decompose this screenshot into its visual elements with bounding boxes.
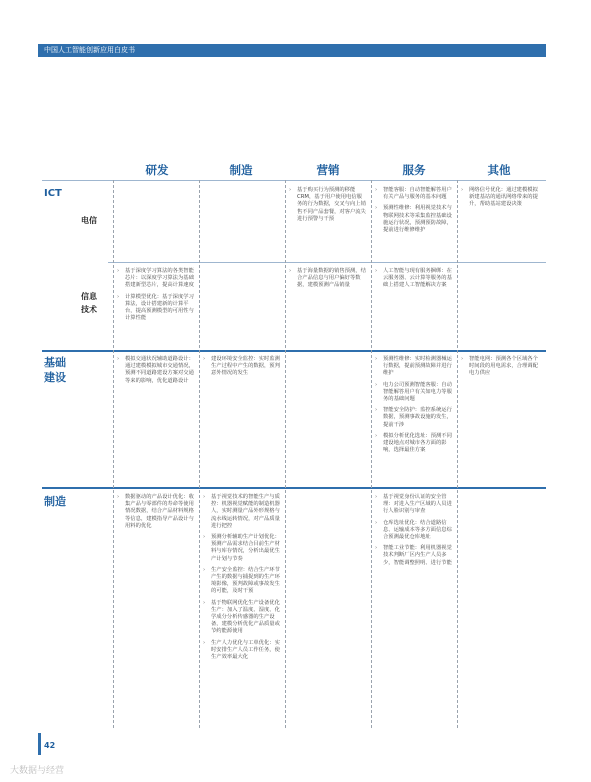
cell-item <box>375 545 453 567</box>
bullet-arrow-icon: › <box>375 187 378 193</box>
col-header-marketing: 营销 <box>316 163 340 177</box>
cell-item <box>289 187 367 223</box>
cell-item <box>375 433 453 455</box>
bullet-arrow-icon: › <box>117 293 120 300</box>
bullet-arrow-icon: › <box>375 268 378 274</box>
bullet-arrow-icon: › <box>375 545 378 552</box>
cell-item <box>375 407 453 429</box>
cell-item-text: 人工智能与现有服务捆绑：在云服务器、云计算等服务的基础上搭建人工智能解决方案 <box>383 268 452 289</box>
cell-it-marketing <box>289 268 367 294</box>
bullet-arrow-icon: › <box>203 639 206 646</box>
col-header-rd: 研发 <box>145 163 169 177</box>
bullet-arrow-icon: › <box>289 268 292 274</box>
cell-item <box>203 600 281 636</box>
cell-item <box>203 356 281 378</box>
cell-item-text: 基于深度学习算法的各类智能芯片：以深度学习算法为基础搭建新型芯片，提高计算速度 <box>125 268 194 289</box>
bullet-arrow-icon: › <box>203 566 206 573</box>
section-divider <box>42 350 546 352</box>
subsection-telecom: 电信 <box>81 216 97 225</box>
header-bar <box>38 44 546 57</box>
cell-item-text: 模拟交通状况辅助道路设计：通过建模模拟城市交通情况，预测不同道路建设方案对交通等来的影响，优化道路设计 <box>125 356 194 384</box>
cell-item-text: 电力公司预测智能客服：自动智能解答用户有关如电力等服务的基础问题 <box>383 381 452 403</box>
cell-manufacturing-rd <box>117 494 195 534</box>
bullet-arrow-icon: › <box>289 187 292 193</box>
bullet-arrow-icon: › <box>203 534 206 541</box>
section-infrastructure: 基础 建设 <box>44 356 66 384</box>
cell-item-text: 基于视觉技术的智能生产与质控：机器视觉赋能的制造机器人，实时测量产品外形规格与流水线运转情况，对产品质量进行把控 <box>211 494 280 529</box>
cell-item-text: 仓库选址优化：结合道路信息、运输成本等多方面信息综合预测最优仓库地址 <box>383 519 452 541</box>
cell-infra-rd <box>117 356 195 389</box>
cell-manufacturing-service <box>375 494 453 571</box>
cell-item-text: 建设环境安全监控：实时监测生产过程中产生的数据，预判意外情况的发生 <box>211 356 280 377</box>
cell-item <box>117 268 195 290</box>
column-divider <box>371 180 372 728</box>
section-ict: ICT <box>44 188 62 199</box>
bullet-arrow-icon: › <box>375 494 378 500</box>
page-marker <box>38 733 41 755</box>
cell-item <box>203 494 281 530</box>
cell-item <box>203 640 281 662</box>
cell-item <box>375 382 453 404</box>
cell-item-text: 基于视觉身份认证的安全管理：对进入生产区域的人员进行人脸识别与审查 <box>383 494 452 515</box>
page-number: 42 <box>44 741 56 750</box>
column-divider <box>199 180 200 728</box>
col-header-other: 其他 <box>487 163 511 177</box>
bullet-arrow-icon: › <box>117 268 120 274</box>
cell-item <box>375 205 453 234</box>
cell-item <box>289 268 367 290</box>
bullet-arrow-icon: › <box>203 356 206 362</box>
cell-item-text: 计算模型优化：基于深度学习算法，设计搭建新的计算平台，提高预测模型的可用性与计算性能 <box>125 293 194 322</box>
cell-item-text: 生产人力优化与工单优化：实时安排生产人员工作任务，使生产效率最大化 <box>211 639 280 661</box>
cell-item <box>461 187 541 209</box>
bullet-arrow-icon: › <box>375 205 378 212</box>
subsection-it: 信息 技术 <box>81 292 97 314</box>
header-rule <box>42 180 546 181</box>
bullet-arrow-icon: › <box>461 356 464 362</box>
cell-item-text: 预测性维修：利用视觉技术与物联网技术等采集监控基础设施运行状况，预测预防故障，提前进行维修维护 <box>383 205 452 234</box>
cell-telecom-marketing <box>289 187 367 227</box>
bullet-arrow-icon: › <box>461 187 464 193</box>
cell-item-text: 智能客服：自动智能解答用户有关产品与服务的基本问题 <box>383 187 452 201</box>
watermark: 大数据与经营 <box>10 766 65 776</box>
cell-it-service <box>375 268 453 294</box>
cell-telecom-other <box>461 187 541 213</box>
cell-item-text: 模拟分析优化选址：预测不同建设地点对城市各方面的影响，选择最佳方案 <box>383 432 452 454</box>
cell-item <box>375 356 453 378</box>
col-header-service: 服务 <box>402 163 426 177</box>
column-divider <box>457 180 458 728</box>
cell-manufacturing-manufacturing <box>203 494 281 665</box>
cell-telecom-service <box>375 187 453 238</box>
cell-item <box>375 494 453 516</box>
col-header-manufacturing: 制造 <box>229 163 253 177</box>
cell-item <box>203 567 281 596</box>
cell-item-text: 预测分析辅助生产计划优化：预测产品需求结合目前生产材料与库存情况，分析出最优生产计划与节奏 <box>211 534 280 562</box>
bullet-arrow-icon: › <box>117 494 120 500</box>
cell-item-text: 智能工业节能：利用机器视觉技术判断厂区内生产人员多少，智能调整照明、进行节能 <box>383 545 452 566</box>
cell-item-text: 基于物联网优化生产设备优化生产：加入了温度、湿度、化学成分分析传感器的生产设备，建模分析优化产品质量或节约能源使用 <box>211 599 280 635</box>
cell-item-text: 基于购买行为预测的移能CRM，基于用户使用电信服务的行为数据，交叉与向上销售不同产品套餐，对客户流失进行预警与干预 <box>297 187 366 222</box>
bullet-arrow-icon: › <box>375 356 378 362</box>
cell-item-text: 预测性维修：实时检测器械运行数据，提前预测故障并进行维护 <box>383 356 452 377</box>
cell-item <box>375 520 453 542</box>
cell-item-text: 基于海量数据的销售预测，结合产品信息与用户偏好等数据，建模预测产品销量 <box>297 268 366 289</box>
cell-item-text: 智能安全防护：监控系统运行数据，预测事故设施的发生，提前干涉 <box>383 407 452 428</box>
cell-it-rd <box>117 268 195 326</box>
cell-item <box>375 187 453 201</box>
cell-infra-manufacturing <box>203 356 281 382</box>
cell-item-text: 数据驱动的产品设计优化：收集产品与零部件的寿命等使用情况数据，结合产品材料规格等信息，建模指导产品设计与用料的优化 <box>125 494 194 529</box>
header-title: 中国人工智能创新应用白皮书 <box>44 46 135 54</box>
cell-item <box>117 294 195 323</box>
bullet-arrow-icon: › <box>375 407 378 414</box>
cell-item-text: 网络信号优化：通过建模模拟新建基站的通讯网络带来的提升，帮助基站建设决策 <box>469 187 538 208</box>
cell-item <box>461 356 541 378</box>
cell-item <box>117 494 195 530</box>
cell-item-text: 智能电网：预测各个区域各个时间段的用电需求，合理调配电力供应 <box>469 356 538 377</box>
cell-infra-other <box>461 356 541 382</box>
bullet-arrow-icon: › <box>203 599 206 606</box>
column-divider <box>285 180 286 728</box>
bullet-arrow-icon: › <box>117 356 120 362</box>
cell-item-text: 生产安全监控：结合生产环节产生的数据与捕捉到的生产环境影像，预判故障或事故发生的可能，及时干预 <box>211 566 280 595</box>
section-divider <box>42 487 546 489</box>
bullet-arrow-icon: › <box>203 494 206 500</box>
bullet-arrow-icon: › <box>375 519 378 526</box>
bullet-arrow-icon: › <box>375 381 378 388</box>
column-divider <box>113 180 114 728</box>
section-manufacturing: 制造 <box>44 495 66 508</box>
cell-item <box>203 534 281 563</box>
cell-item <box>375 268 453 290</box>
cell-item <box>117 356 195 385</box>
bullet-arrow-icon: › <box>375 432 378 439</box>
cell-infra-service <box>375 356 453 458</box>
row-divider <box>108 262 546 263</box>
